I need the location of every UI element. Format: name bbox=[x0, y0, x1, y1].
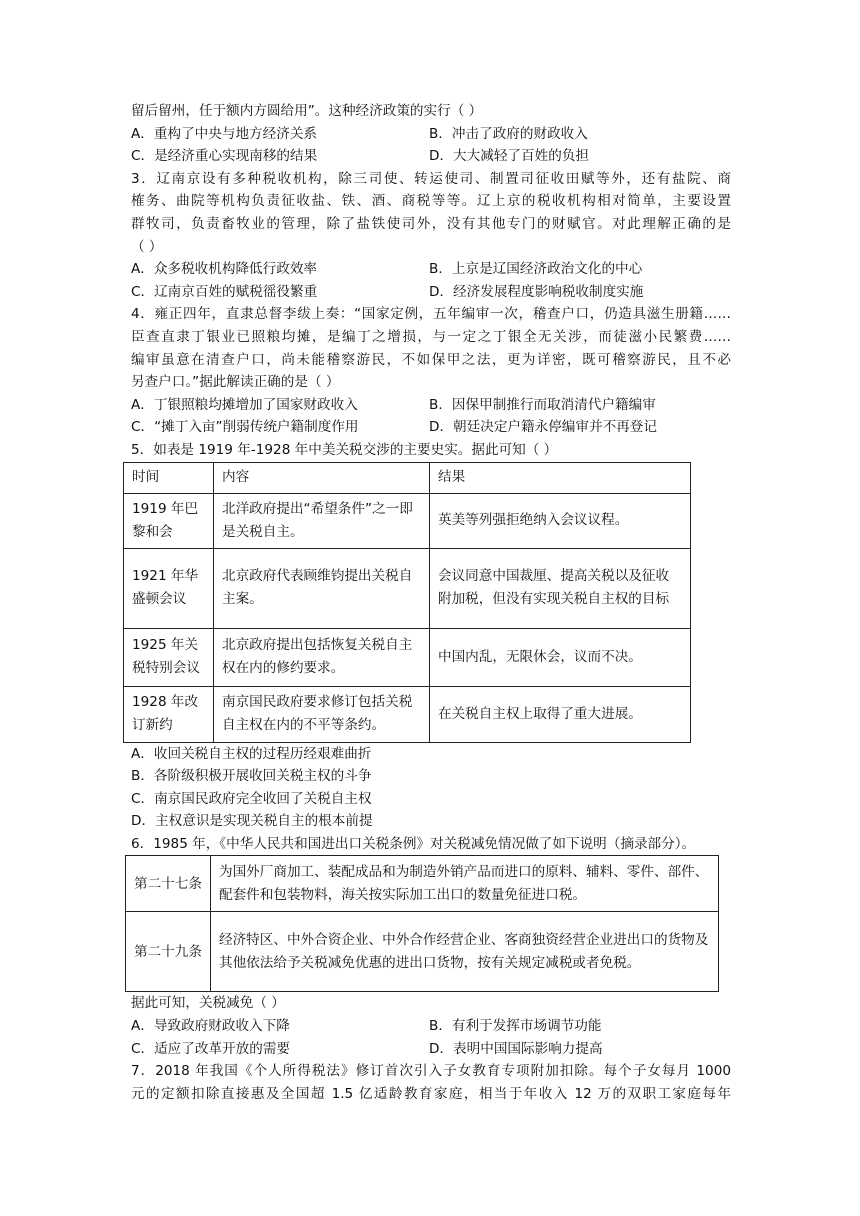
q5-stem: 5．如表是 1919 年-1928 年中美关税交涉的主要史实。据此可知（ ） bbox=[131, 441, 558, 458]
q6-options-row-2 bbox=[131, 1038, 731, 1061]
q3-stem-line: 榷务、曲院等机构负责征收盐、铁、酒、商税等等。辽上京的税收机构相对简单，主要设置 bbox=[131, 193, 731, 210]
table-row bbox=[124, 628, 691, 686]
q4-option-c[interactable]: C．“摊丁入亩”削弱传统户籍制度作用 bbox=[131, 419, 359, 436]
table-cell: 北洋政府提出“希望条件”之一即是关税自主。 bbox=[214, 493, 430, 548]
q5-option-c[interactable]: C．南京国民政府完全收回了关税自主权 bbox=[131, 790, 372, 807]
table-cell: 英美等列强拒绝纳入会议议程。 bbox=[430, 493, 691, 548]
q5-table bbox=[123, 462, 691, 743]
q7-stem-line: 7．2018 年我国《个人所得税法》修订首次引入子女教育专项附加扣除。每个子女每月 1000 bbox=[131, 1063, 731, 1080]
q7-stem-line: 元的定额扣除直接惠及全国超 1.5 亿适龄教育家庭，相当于年收入 12 万的双职工家庭每年 bbox=[131, 1085, 731, 1102]
q6-option-a[interactable]: A．导致政府财政收入下降 bbox=[131, 1018, 290, 1035]
table-cell: 第二十九条 bbox=[126, 912, 211, 992]
table-cell: 经济特区、中外合资企业、中外合作经营企业、客商独资经营企业进出口的货物及其他依法给予关税减免优惠的进出口货物，按有关规定减税或者免税。 bbox=[211, 912, 719, 992]
q3-stem-line: 群牧司，负责畜牧业的管理，除了盐铁使司外，没有其他专门的财赋官。对此理解正确的是 bbox=[131, 215, 731, 232]
q4-stem-line: 4．雍正四年，直隶总督李绂上奏：“国家定例，五年编审一次，稽查户口，仍造具滋生册籍…… bbox=[131, 306, 731, 323]
exam-page bbox=[131, 100, 731, 1105]
table-header-cell: 内容 bbox=[214, 462, 430, 493]
table-header-cell: 时间 bbox=[124, 462, 214, 493]
q5-option-d[interactable]: D．主权意识是实现关税自主的根本前提 bbox=[131, 813, 373, 830]
q6-option-b[interactable]: B．有利于发挥市场调节功能 bbox=[429, 1018, 602, 1035]
q4-stem-line: 编审虽意在清查户口，尚未能稽察游民，不如保甲之法，更为详密，既可稽察游民，且不必 bbox=[131, 351, 731, 368]
q6-option-d[interactable]: D．表明中国国际影响力提高 bbox=[429, 1040, 603, 1057]
q3-stem-line: 3．辽南京设有多种税收机构，除三司使、转运使司、制置司征收田赋等外，还有盐院、商 bbox=[131, 170, 731, 187]
q3-option-b[interactable]: B．上京是辽国经济政治文化的中心 bbox=[429, 261, 643, 278]
q5-option-a[interactable]: A．收回关税自主权的过程历经艰难曲折 bbox=[131, 745, 372, 762]
table-cell: 南京国民政府要求修订包括关税自主权在内的不平等条约。 bbox=[214, 686, 430, 742]
table-row bbox=[126, 912, 719, 992]
table-header-cell: 结果 bbox=[430, 462, 691, 493]
q5-option-b[interactable]: B．各阶级积极开展收回关税主权的斗争 bbox=[131, 768, 372, 785]
table-cell: 1919 年巴黎和会 bbox=[124, 493, 214, 548]
q2-option-c[interactable]: C．是经济重心实现南移的结果 bbox=[131, 148, 318, 165]
q2-options-row-1 bbox=[131, 123, 731, 146]
q4-options-row-1 bbox=[131, 394, 731, 417]
q3-option-d[interactable]: D．经济发展程度影响税收制度实施 bbox=[429, 283, 644, 300]
q2-options-row-2 bbox=[131, 145, 731, 168]
table-row bbox=[124, 548, 691, 628]
table-cell: 1928 年改订新约 bbox=[124, 686, 214, 742]
q2-option-d[interactable]: D．大大减轻了百姓的负担 bbox=[429, 148, 589, 165]
q2-option-a[interactable]: A．重构了中央与地方经济关系 bbox=[131, 125, 318, 142]
q6-table bbox=[125, 855, 719, 992]
table-cell: 北京政府提出包括恢复关税自主权在内的修约要求。 bbox=[214, 628, 430, 686]
table-cell: 会议同意中国裁厘、提高关税以及征收附加税，但没有实现关税自主权的目标 bbox=[430, 548, 691, 628]
table-row bbox=[124, 686, 691, 742]
q3-options-row-2 bbox=[131, 281, 731, 304]
q6-options-row-1 bbox=[131, 1015, 731, 1038]
q6-option-c[interactable]: C．适应了改革开放的需要 bbox=[131, 1040, 291, 1057]
table-cell: 1925 年关税特别会议 bbox=[124, 628, 214, 686]
table-cell: 在关税自主权上取得了重大进展。 bbox=[430, 686, 691, 742]
q6-stem: 6．1985 年，《中华人民共和国进出口关税条例》对关税减免情况做了如下说明（摘录部分）。 bbox=[131, 835, 696, 852]
table-cell: 中国内乱，无限休会，议而不决。 bbox=[430, 628, 691, 686]
q4-option-d[interactable]: D．朝廷决定户籍永停编审并不再登记 bbox=[429, 419, 657, 436]
q3-options-row-1 bbox=[131, 258, 731, 281]
q4-stem-line: 另查户口。”据此解读正确的是（ ） bbox=[131, 374, 340, 391]
q3-option-a[interactable]: A．众多税收机构降低行政效率 bbox=[131, 261, 318, 278]
q4-stem-line: 臣查直隶丁银业已照粮均摊，是编丁之增损，与一定之丁银全无关涉，而徒滋小民繁费…… bbox=[131, 328, 731, 345]
q4-option-b[interactable]: B．因保甲制推行而取消清代户籍编审 bbox=[429, 396, 656, 413]
table-cell: 第二十七条 bbox=[126, 856, 211, 912]
q2-stem-end: 留后留州，任于额内方圆给用”。这种经济政策的实行（ ） bbox=[131, 103, 483, 119]
table-header-row bbox=[124, 462, 691, 493]
q2-option-b[interactable]: B．冲击了政府的财政收入 bbox=[429, 125, 588, 142]
q3-stem-line: （ ） bbox=[131, 238, 163, 255]
table-row bbox=[126, 856, 719, 912]
table-cell: 北京政府代表顾维钧提出关税自主案。 bbox=[214, 548, 430, 628]
table-cell: 1921 年华盛顿会议 bbox=[124, 548, 214, 628]
q4-options-row-2 bbox=[131, 416, 731, 439]
table-cell: 为国外厂商加工、装配成品和为制造外销产品而进口的原料、辅料、零件、部件、配套件和包装物料，海关按实际加工出口的数量免征进口税。 bbox=[211, 856, 719, 912]
q4-option-a[interactable]: A．丁银照粮均摊增加了国家财政收入 bbox=[131, 396, 358, 413]
q6-after-text: 据此可知，关税减免（ ） bbox=[131, 995, 285, 1012]
q3-option-c[interactable]: C．辽南京百姓的赋税徭役繁重 bbox=[131, 283, 318, 300]
table-row bbox=[124, 493, 691, 548]
